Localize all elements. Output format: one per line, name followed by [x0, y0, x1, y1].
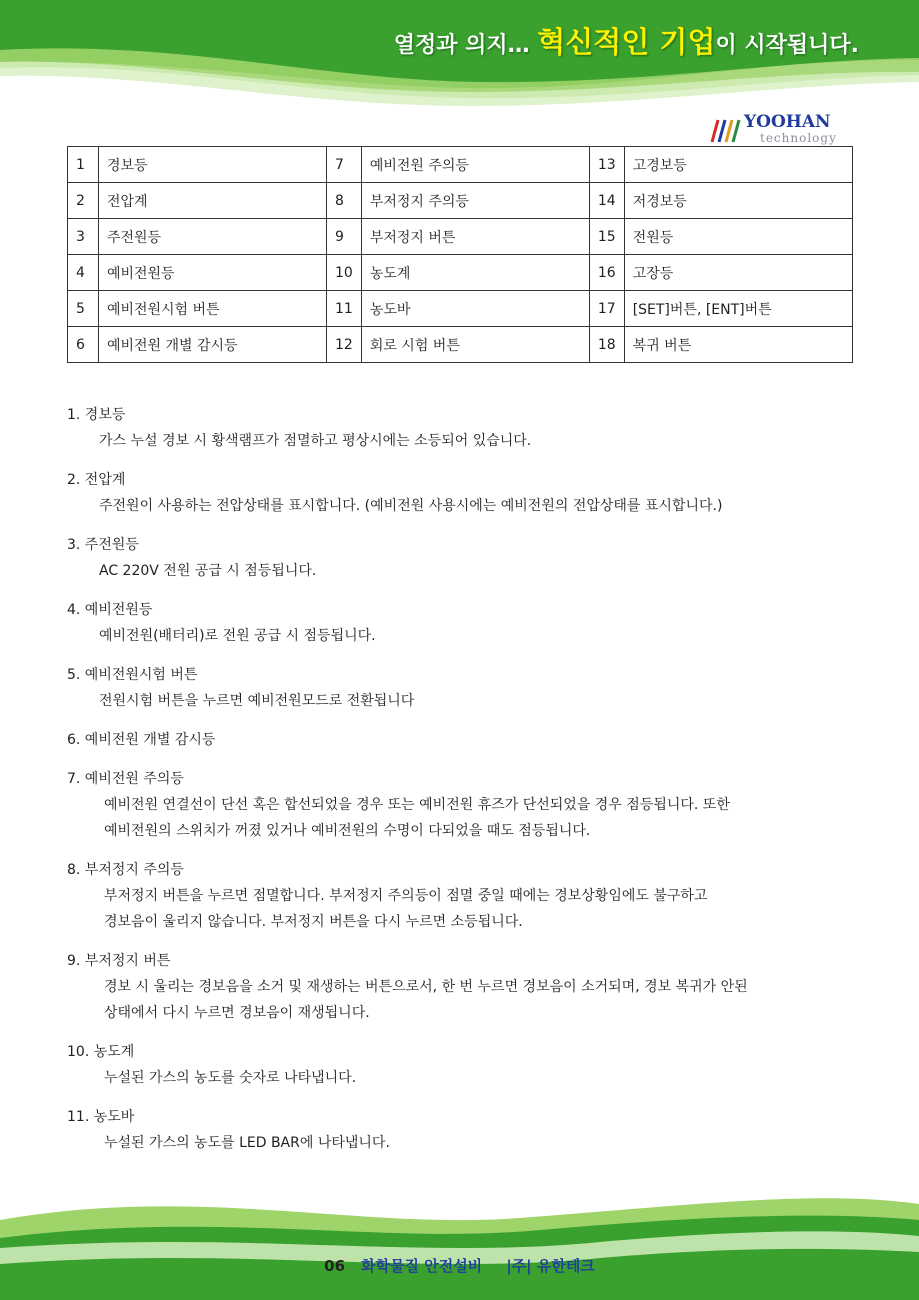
item-description: 누설된 가스의 농도를 숫자로 나타냅니다.	[104, 1070, 357, 1086]
item-title: 10. 농도계	[67, 1044, 135, 1060]
parts-table	[67, 146, 853, 363]
part-label: 농도계	[361, 255, 589, 291]
part-number: 17	[589, 291, 624, 327]
logo-name: YOOHAN	[744, 112, 831, 132]
header-banner	[0, 0, 919, 110]
part-label: 부저정지 주의등	[361, 183, 589, 219]
tagline-post: 이 시작됩니다.	[715, 33, 859, 58]
part-number: 9	[326, 219, 361, 255]
list-item	[67, 467, 857, 519]
item-description: 부저정지 버튼을 누르면 점멸합니다. 부저정지 주의등이 점멸 중일 때에는 경보상황임에도 불구하고	[104, 888, 708, 904]
list-item	[67, 402, 857, 454]
list-item	[67, 662, 857, 714]
part-label: 농도바	[361, 291, 589, 327]
part-label: 저경보등	[624, 183, 852, 219]
footer-banner	[0, 1190, 919, 1300]
item-title: 6. 예비전원 개별 감시등	[67, 732, 216, 748]
part-label: 고장등	[624, 255, 852, 291]
footer-text	[0, 1255, 919, 1276]
list-item	[67, 857, 857, 935]
table-row	[68, 183, 853, 219]
tagline-pre: 열정과 의지…	[393, 33, 538, 58]
footer-company: |주| 유한테크	[506, 1257, 595, 1275]
item-title: 3. 주전원등	[67, 537, 139, 553]
item-description: 경보음이 울리지 않습니다. 부저정지 버튼을 다시 누르면 소등됩니다.	[104, 914, 523, 930]
part-number: 15	[589, 219, 624, 255]
item-description: 전원시험 버튼을 누르면 예비전원모드로 전환됩니다	[99, 693, 415, 709]
part-number: 3	[68, 219, 99, 255]
logo-stripes-icon	[708, 116, 742, 144]
table-row	[68, 147, 853, 183]
part-label: 예비전원 주의등	[361, 147, 589, 183]
part-number: 18	[589, 327, 624, 363]
logo-subtitle: technology	[760, 131, 837, 145]
part-number: 2	[68, 183, 99, 219]
part-label: 회로 시험 버튼	[361, 327, 589, 363]
list-item	[67, 727, 857, 753]
part-number: 12	[326, 327, 361, 363]
part-number: 14	[589, 183, 624, 219]
item-description: 누설된 가스의 농도를 LED BAR에 나타냅니다.	[104, 1135, 390, 1151]
part-label: 전압계	[98, 183, 326, 219]
part-number: 6	[68, 327, 99, 363]
part-label: 예비전원등	[98, 255, 326, 291]
table-row	[68, 327, 853, 363]
list-item	[67, 766, 857, 844]
header-tagline	[394, 20, 859, 61]
item-description: 가스 누설 경보 시 황색램프가 점멸하고 평상시에는 소등되어 있습니다.	[99, 433, 532, 449]
item-title: 8. 부저정지 주의등	[67, 862, 184, 878]
part-label: 주전원등	[98, 219, 326, 255]
list-item	[67, 532, 857, 584]
item-title: 9. 부저정지 버튼	[67, 953, 171, 969]
item-description: 주전원이 사용하는 전압상태를 표시합니다. (예비전원 사용시에는 예비전원의 전압상태를 표시합니다.)	[99, 498, 723, 514]
footer-doc-title: 화학물질 안전설비	[361, 1257, 483, 1275]
table-row	[68, 255, 853, 291]
part-label: 예비전원 개별 감시등	[98, 327, 326, 363]
part-label: 부저정지 버튼	[361, 219, 589, 255]
item-title: 5. 예비전원시험 버튼	[67, 667, 198, 683]
part-number: 4	[68, 255, 99, 291]
item-description: 예비전원(배터리)로 전원 공급 시 점등됩니다.	[99, 628, 376, 644]
item-title: 1. 경보등	[67, 407, 126, 423]
item-title: 11. 농도바	[67, 1109, 135, 1125]
part-number: 10	[326, 255, 361, 291]
part-label: 경보등	[98, 147, 326, 183]
tagline-highlight: 혁신적인 기업	[537, 25, 716, 59]
part-number: 7	[326, 147, 361, 183]
item-description: AC 220V 전원 공급 시 점등됩니다.	[99, 563, 317, 579]
part-number: 8	[326, 183, 361, 219]
table-row	[68, 291, 853, 327]
list-item	[67, 1104, 857, 1156]
item-description: 예비전원의 스위치가 꺼졌 있거나 예비전원의 수명이 다되었을 때도 점등됩니다.	[104, 823, 591, 839]
description-list	[67, 402, 857, 1169]
page-number: 06	[324, 1257, 346, 1275]
item-title: 4. 예비전원등	[67, 602, 153, 618]
item-title: 7. 예비전원 주의등	[67, 771, 184, 787]
list-item	[67, 597, 857, 649]
part-label: [SET]버튼, [ENT]버튼	[624, 291, 852, 327]
item-title: 2. 전압계	[67, 472, 126, 488]
part-label: 고경보등	[624, 147, 852, 183]
part-number: 1	[68, 147, 99, 183]
item-description: 경보 시 울리는 경보음을 소거 및 재생하는 버튼으로서, 한 번 누르면 경보음이 소거되며, 경보 복귀가 안된	[104, 979, 748, 995]
company-logo	[708, 112, 853, 148]
part-label: 예비전원시험 버튼	[98, 291, 326, 327]
part-number: 11	[326, 291, 361, 327]
part-label: 전원등	[624, 219, 852, 255]
list-item	[67, 1039, 857, 1091]
list-item	[67, 948, 857, 1026]
part-number: 5	[68, 291, 99, 327]
part-number: 16	[589, 255, 624, 291]
item-description: 상태에서 다시 누르면 경보음이 재생됩니다.	[104, 1005, 370, 1021]
item-description: 예비전원 연결선이 단선 혹은 합선되었을 경우 또는 예비전원 휴즈가 단선되었을 경우 점등됩니다. 또한	[104, 797, 730, 813]
part-label: 복귀 버튼	[624, 327, 852, 363]
part-number: 13	[589, 147, 624, 183]
footer-wave-graphic	[0, 1190, 919, 1300]
table-row	[68, 219, 853, 255]
